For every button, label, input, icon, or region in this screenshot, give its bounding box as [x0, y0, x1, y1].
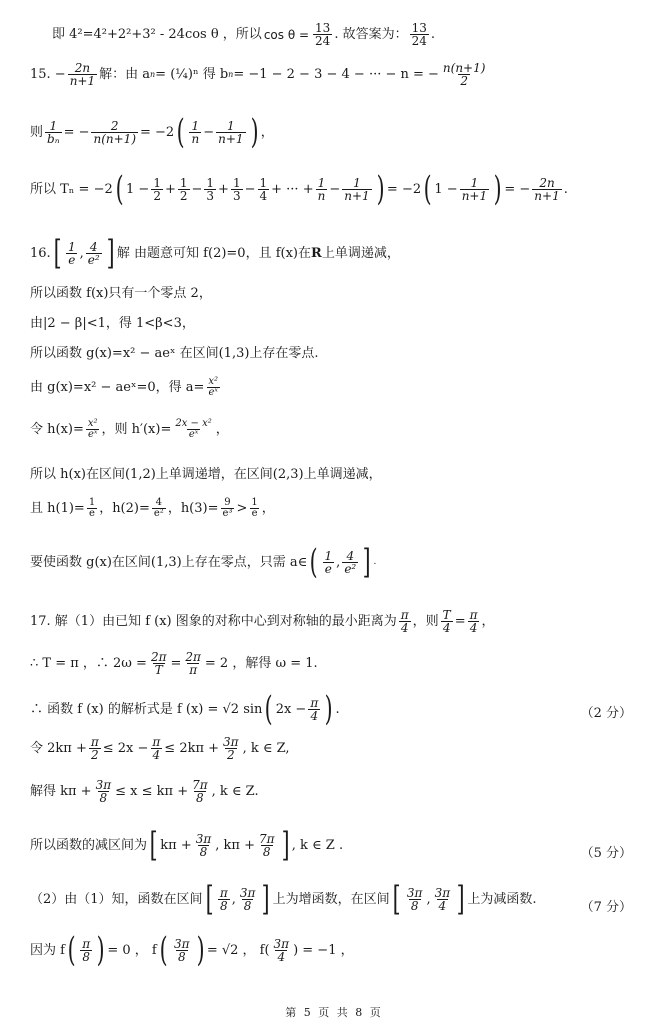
text: = −2	[140, 124, 175, 140]
fraction: $\frac{\text{2x − x²}}{\text{eˣ}}$	[175, 418, 212, 440]
fraction: $\frac{4}{\text{e²}}$	[344, 548, 357, 576]
text: ，	[481, 614, 495, 629]
text: ≤ x ≤ kπ +	[115, 784, 189, 799]
line-10	[30, 419, 229, 440]
text: , k ∈ Z.	[211, 784, 259, 799]
text: −	[244, 181, 256, 197]
text: −	[329, 181, 341, 197]
text: +	[218, 181, 229, 197]
line-9	[30, 377, 222, 398]
fraction: $\frac{1}{n+1}$	[461, 175, 488, 203]
fraction: $\frac{2n}{n+1}$	[534, 175, 560, 203]
fraction: $\frac{7\pi}{8}$	[192, 778, 208, 805]
text: ,	[231, 891, 236, 907]
line-6: 所以函数 f(x)只有一个零点 2，	[30, 286, 212, 301]
text: ，h(2)=	[99, 501, 150, 516]
text: ,	[336, 554, 341, 570]
text: = (¼)ⁿ 得 b	[155, 67, 229, 82]
fraction: $\frac{T}{4}$	[442, 608, 451, 635]
text: ，	[261, 501, 275, 516]
text: 且 h(1)=	[30, 501, 85, 516]
text: 解 由题意可知 f(2)=0，且 f(x)在	[116, 245, 311, 261]
text: ,	[79, 245, 84, 261]
text: , kπ +	[215, 837, 255, 853]
fraction: $\frac{3\pi}{4}$	[273, 936, 290, 964]
text: = −	[63, 124, 90, 140]
fraction: $\frac{\pi}{8}$	[82, 936, 91, 964]
text: 1 −	[434, 181, 458, 197]
text: 解：由 a	[99, 67, 151, 82]
fraction: $\frac{\pi}{4}$	[152, 735, 161, 762]
fraction: $\frac{9}{\text{e³}}$	[222, 497, 233, 519]
text: =	[170, 656, 182, 671]
fraction: $\frac{2n}{n+1}$	[69, 61, 96, 88]
fraction: $\frac{3\pi}{4}$	[434, 885, 451, 913]
line-12	[30, 498, 275, 519]
fraction: $\frac{4}{\text{e²}}$	[153, 497, 164, 519]
fraction: $\frac{1}{3}$	[206, 175, 215, 203]
text: + ··· +	[271, 181, 314, 197]
fraction: $\frac{\pi}{8}$	[219, 885, 228, 913]
text: ，则 h′(x)=	[101, 422, 172, 437]
fraction: $\frac{2\pi}{T}$	[150, 650, 167, 677]
text: .	[563, 181, 568, 197]
text: ∴ T = π ，∴ 2ω =	[30, 656, 147, 671]
fraction: $\frac{1}{3}$	[232, 175, 241, 203]
line-11: 所以 h(x)在区间(1,2)上单调递增，在区间(2,3)上单调递减，	[30, 467, 382, 482]
text: 15. −	[30, 67, 66, 82]
fraction: $\frac{2\pi}{\pi}$	[185, 650, 201, 677]
fraction: $\frac{13}{24}$	[411, 21, 427, 48]
fraction: $\frac{3\pi}{8}$	[239, 885, 256, 913]
text: =	[454, 614, 466, 629]
fraction: $\frac{1}{e}$	[251, 497, 258, 519]
text: −	[203, 124, 215, 140]
fraction: $\frac{\pi}{4}$	[400, 608, 409, 635]
text: .	[335, 701, 340, 717]
line-8: 所以函数 g(x)=x² − aeˣ 在区间(1,3)上存在零点.	[30, 346, 319, 361]
text: ，	[260, 124, 274, 140]
text: = −	[504, 181, 531, 197]
fraction: $\frac{1}{e}$	[67, 239, 76, 267]
text: 则	[30, 124, 44, 140]
text: 上为增函数，在区间	[272, 891, 390, 907]
text: , k ∈ Z,	[242, 741, 290, 756]
line-13: 要使函数 g(x)在区间(1,3)上存在零点，只需 a∈ ( $\frac{1}{e}$ , $\frac{4}{\text{e²}}$ ] .	[30, 542, 377, 582]
fraction: $\frac{\text{x²}}{\text{eˣ}}$	[208, 376, 219, 398]
text: = 0 ， f	[107, 942, 157, 958]
text: 上为减函数.	[467, 891, 537, 907]
fraction: $\frac{1}{2}$	[179, 175, 188, 203]
text: R	[311, 245, 322, 261]
text: 令 2kπ +	[30, 741, 87, 756]
fraction: $\frac{1}{n}$	[191, 118, 200, 146]
text: +	[164, 181, 176, 197]
text: ,	[426, 891, 431, 907]
fraction: $\frac{13}{24}$	[315, 21, 331, 48]
text: , k ∈ Z .	[291, 837, 344, 853]
fraction: $\frac{4}{\text{e²}}$	[87, 239, 100, 267]
fraction: $\frac{1}{4}$	[259, 175, 268, 203]
text: 上单调递减，	[321, 245, 400, 261]
text: ，h(3)=	[167, 501, 219, 516]
fraction: $\frac{2}{n(n+1)}$	[93, 118, 136, 146]
score-2: （2 分）	[580, 706, 632, 721]
text: （2）由（1）知，函数在区间	[30, 891, 203, 907]
text: ) = −1 ，	[293, 942, 354, 958]
line-21: 因为 f ( $\frac{\pi}{8}$ ) = 0 ， f ( $\frac{3\pi}{8}$ ) = √2 ， f( $\frac{3\pi}{4}$ ) = −1 ，	[30, 930, 354, 970]
text: 17. 解（1）由已知 f (x) 图象的对称中心到对称轴的最小距离为	[30, 614, 397, 629]
text: 2x −	[275, 701, 307, 717]
text: 16.	[30, 245, 51, 261]
text: 因为 f	[30, 942, 65, 958]
fraction: $\frac{3\pi}{8}$	[195, 831, 212, 859]
text: 令 h(x)=	[30, 422, 84, 437]
text: >	[236, 501, 248, 516]
text: 即 4²=4²+2²+3² - 24cos θ ，所以	[52, 27, 262, 42]
text: ，则	[412, 614, 439, 629]
line-15	[30, 651, 318, 676]
score-5: （5 分）	[580, 846, 632, 861]
text: 1 −	[126, 181, 150, 197]
text: = −2	[386, 181, 422, 197]
text: ≤ 2x −	[102, 741, 149, 756]
line-1	[52, 22, 435, 47]
line-3: 则 $\frac{1}{\text{bₙ}}$ = − $\frac{2}{n(n+1)}$ = −2 ( $\frac{1}{n}$ − $\frac{1}{n+1}$ ) ，	[30, 112, 274, 152]
fraction: $\frac{n(n+1)}{2}$	[442, 61, 486, 88]
line-16: ∴ 函数 f (x) 的解析式是 f (x) = √2 sin ( 2x − $\frac{\pi}{4}$ ) .	[30, 689, 340, 729]
line-2: 15. − $\frac{2n}{n+1}$ 解：由 a n = (¼)ⁿ 得 b n = −1 − 2 − 3 − 4 − ··· − n = − $\frac{n(n+1)}{2}$	[30, 61, 486, 88]
line-14	[30, 609, 495, 634]
text: ∴ 函数 f (x) 的解析式是 f (x) = √2 sin	[30, 701, 263, 717]
line-7: 由|2 − β|<1，得 1<β<3，	[30, 316, 195, 331]
text: .	[373, 556, 377, 567]
page-footer: 第 5 页 共 8 页	[285, 1006, 383, 1019]
fraction: $\frac{\pi}{4}$	[310, 695, 319, 723]
fraction: $\frac{1}{n+1}$	[344, 175, 370, 203]
line-4: 所以 Tₙ = −2 ( 1 − $\frac{1}{2}$ + $\frac{1}{2}$ − $\frac{1}{3}$ + $\frac{1}{3}$ − $\frac{1}{4}$ + ··· + $\frac{1}{n}$ − $\frac{1}{n+1}$ ) = −2 ( 1 − $\frac{1}{n+1}$ ) = − $\frac{2n}{n+1}$ .	[30, 169, 568, 209]
text: 所以函数的减区间为	[30, 837, 148, 853]
text: 所以 Tₙ = −2	[30, 181, 113, 197]
text: = √2 ， f(	[206, 942, 270, 958]
fraction: $\frac{1}{n+1}$	[218, 118, 244, 146]
score-7: （7 分）	[580, 900, 632, 915]
text: = 2 ，解得 ω = 1.	[204, 656, 318, 671]
fraction: $\frac{1}{e}$	[324, 548, 333, 576]
fraction: $\frac{1}{\text{bₙ}}$	[47, 118, 60, 146]
line-17	[30, 736, 290, 761]
line-18	[30, 779, 259, 804]
fraction: $\frac{\text{x²}}{\text{eˣ}}$	[87, 418, 98, 440]
line-5: 16. [ $\frac{1}{e}$ , $\frac{4}{\text{e²}}$ ] 解 由题意可知 f(2)=0，且 f(x)在 R 上单调递减，	[30, 233, 400, 273]
text: = −1 − 2 − 3 − 4 − ··· − n = −	[233, 67, 439, 82]
fraction: $\frac{1}{n}$	[317, 175, 326, 203]
fraction: $\frac{3\pi}{2}$	[223, 735, 239, 762]
fraction: $\frac{\pi}{2}$	[90, 735, 99, 762]
text: 由 g(x)=x² − aeˣ=0，得 a=	[30, 380, 205, 395]
text: kπ +	[160, 837, 192, 853]
text: 解得 kπ +	[30, 784, 92, 799]
text: .	[430, 27, 435, 42]
fraction: $\frac{7\pi}{8}$	[258, 831, 275, 859]
text: . 故答案为：	[334, 27, 408, 42]
text: ，	[215, 422, 229, 437]
text: ≤ 2kπ +	[164, 741, 220, 756]
line-20: （2）由（1）知，函数在区间 [ $\frac{\pi}{8}$ , $\frac{3\pi}{8}$ ] 上为增函数，在区间 [ $\frac{3\pi}{8}$ , $\frac{3\pi}{4}$ ] 上为减函数.	[30, 879, 537, 919]
fraction: $\frac{3\pi}{8}$	[95, 778, 112, 805]
fraction: $\frac{3\pi}{8}$	[406, 885, 423, 913]
fraction: $\frac{1}{2}$	[153, 175, 161, 203]
fraction: $\frac{\pi}{4}$	[469, 608, 478, 635]
text: cos θ =	[263, 27, 310, 42]
line-19: 所以函数的减区间为 [ kπ + $\frac{3\pi}{8}$ , kπ + $\frac{7\pi}{8}$ ] , k ∈ Z .	[30, 825, 344, 865]
text: −	[191, 181, 203, 197]
text: 要使函数 g(x)在区间(1,3)上存在零点，只需 a∈	[30, 554, 308, 570]
fraction: $\frac{3\pi}{8}$	[174, 936, 190, 964]
fraction: $\frac{1}{e}$	[88, 497, 96, 519]
